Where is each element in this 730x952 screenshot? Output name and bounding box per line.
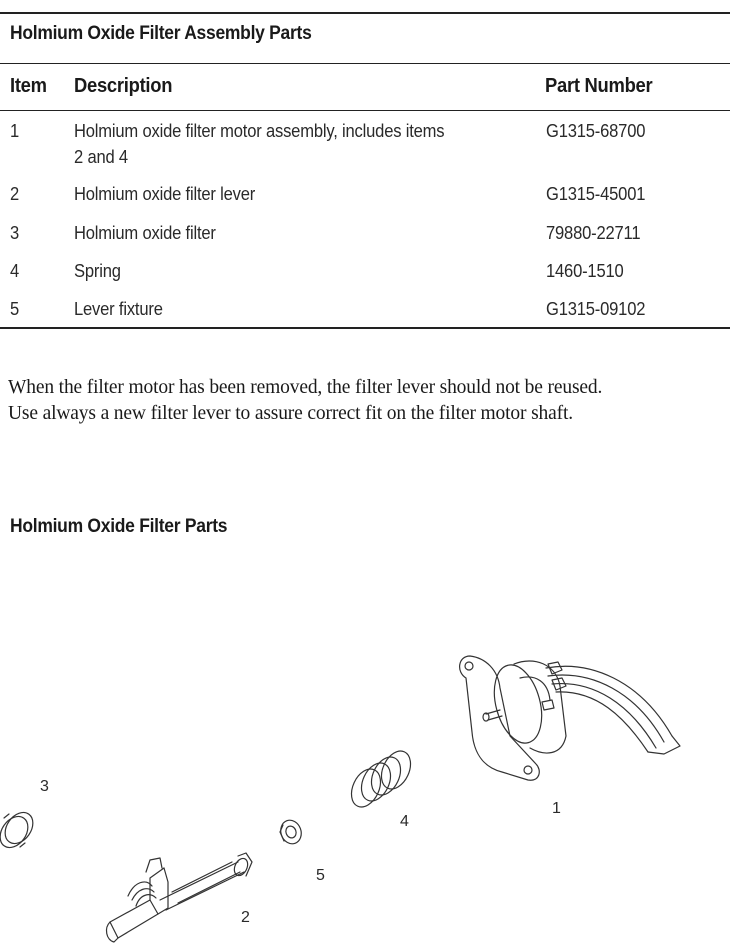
row-5-part-number: G1315-09102 (546, 299, 646, 319)
figure-title: Holmium Oxide Filter Parts (10, 516, 228, 537)
row-5-description: Lever fixture (74, 299, 163, 319)
row-1-description (74, 118, 444, 170)
row-3-description: Holmium oxide filter (74, 223, 216, 243)
filter-disc-drawing (0, 807, 39, 853)
header-description: Description (74, 75, 173, 97)
row-4-item: 4 (10, 261, 20, 281)
note-line-2: Use always a new filter lever to assure correct fit on the filter motor shaft. (8, 403, 573, 424)
row-4-description: Spring (74, 261, 121, 281)
table-title-rule (0, 63, 730, 64)
table-title: Holmium Oxide Filter Assembly Parts (10, 23, 312, 44)
row-1-item: 1 (10, 121, 20, 141)
header-part-number: Part Number (545, 75, 653, 97)
row-4-part-number: 1460-1510 (546, 261, 624, 281)
callout-2: 2 (241, 909, 250, 926)
table-top-rule (0, 12, 730, 14)
row-2-part-number: G1315-45001 (546, 184, 646, 204)
callout-3: 3 (40, 778, 49, 795)
row-3-item: 3 (10, 223, 20, 243)
row-1-part-number: G1315-68700 (546, 121, 646, 141)
note-paragraph (8, 375, 728, 427)
row-2-item: 2 (10, 184, 20, 204)
row-1-description-line1: Holmium oxide filter motor assembly, includes items (74, 121, 445, 141)
spring-drawing (346, 746, 416, 811)
table-header-rule (0, 110, 730, 111)
lever-fixture-drawing (277, 817, 304, 846)
row-5-item: 5 (10, 299, 20, 319)
header-item: Item (10, 75, 47, 97)
note-line-1: When the filter motor has been removed, the filter lever should not be reused. (8, 377, 603, 398)
table-bottom-rule (0, 327, 730, 329)
motor-assembly-drawing (460, 656, 680, 780)
row-2-description: Holmium oxide filter lever (74, 184, 256, 204)
row-3-part-number: 79880-22711 (546, 223, 641, 243)
parts-drawing (0, 560, 730, 952)
callout-1: 1 (552, 800, 561, 817)
callout-5: 5 (316, 867, 325, 884)
row-1-description-line2: 2 and 4 (74, 147, 128, 167)
callout-4: 4 (400, 813, 409, 830)
filter-lever-drawing (107, 853, 252, 942)
